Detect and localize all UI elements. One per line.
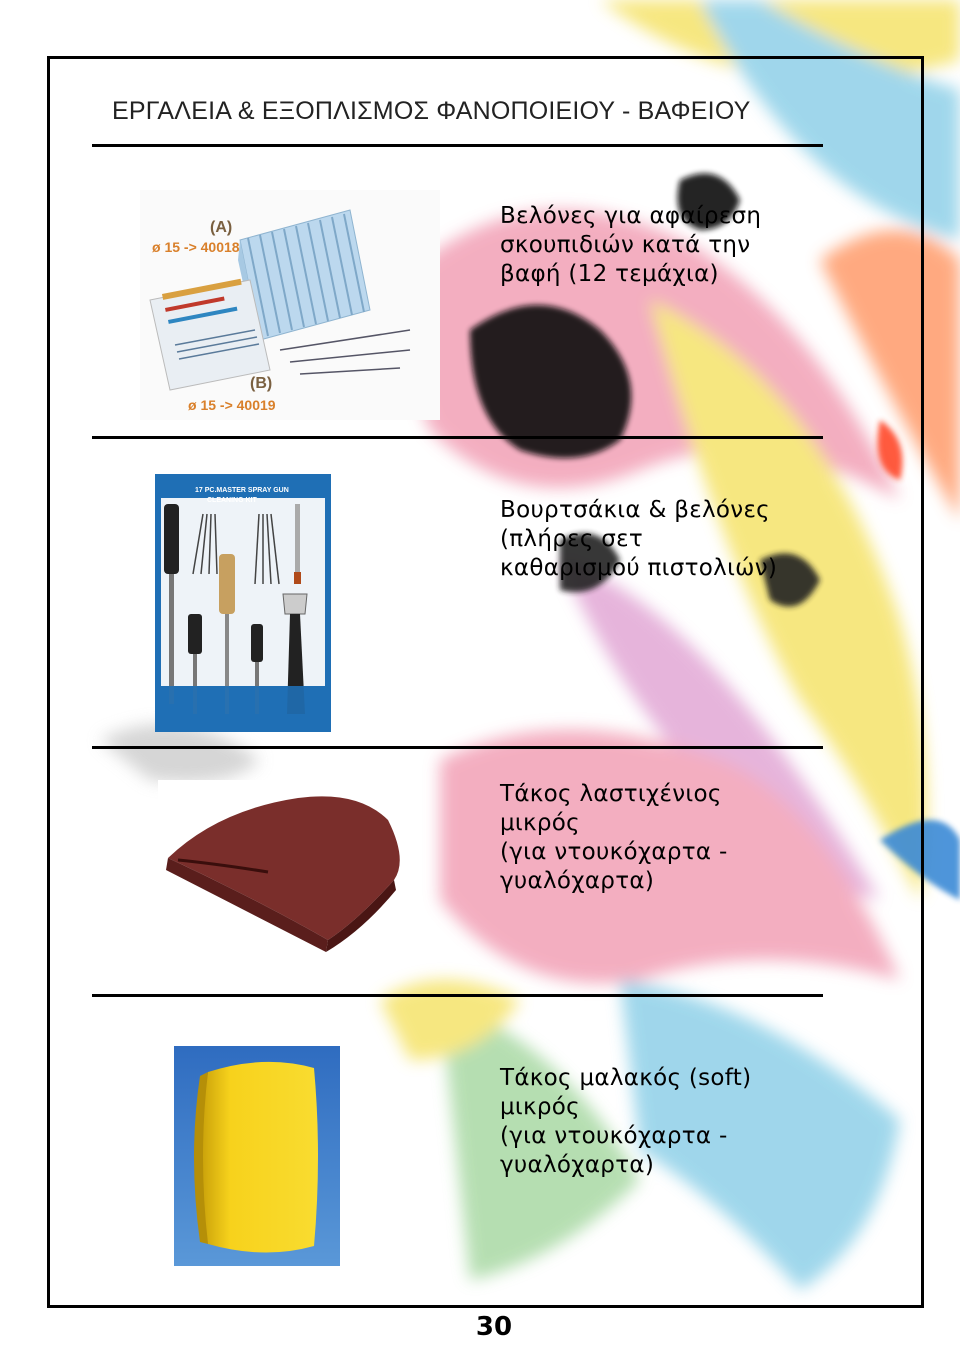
item-line: Βουρτσάκια & βελόνες	[500, 497, 770, 523]
item-line: Τάκος λαστιχένιος	[500, 781, 722, 807]
item-line: Τάκος μαλακός (soft)	[500, 1065, 752, 1091]
item-line: μικρός	[500, 1094, 580, 1120]
divider-3	[92, 994, 823, 997]
item-description-2	[500, 496, 777, 583]
divider-2	[92, 746, 823, 749]
divider-top	[92, 144, 823, 147]
item-description-3	[500, 780, 728, 896]
product-image-cleaning-kit	[155, 474, 331, 732]
page-title: ΕΡΓΑΛΕΙΑ & ΕΞΟΠΛΙΣΜΟΣ ΦΑΝΟΠΟΙΕΙΟΥ - ΒΑΦΕΙΟΥ	[112, 97, 751, 125]
item-line: (για ντουκόχαρτα -	[500, 1123, 728, 1149]
product-image-rubber-block	[158, 780, 420, 956]
item-line: γυαλόχαρτα)	[500, 868, 655, 894]
item-line: καθαρισμού πιστολιών)	[500, 555, 778, 581]
item-description-4	[500, 1064, 751, 1180]
item-line: μικρός	[500, 810, 580, 836]
image-label-a: (A)	[210, 219, 233, 236]
item-line: (πλήρες σετ	[500, 526, 644, 552]
image-code-a: ø 15 -> 40018	[152, 239, 240, 255]
item-line: γυαλόχαρτα)	[500, 1152, 655, 1178]
item-line: βαφή (12 τεμάχια)	[500, 261, 719, 287]
page-number: 30	[475, 1312, 513, 1342]
product-image-dust-needles	[140, 190, 440, 420]
item-description-1	[500, 202, 761, 289]
kit-header: 17 PC.MASTER SPRAY GUN	[195, 487, 289, 494]
image-code-b: ø 15 -> 40019	[188, 397, 276, 413]
item-line: (για ντουκόχαρτα -	[500, 839, 728, 865]
needle-card-icon	[150, 279, 273, 392]
image-label-b: (B)	[250, 375, 273, 392]
kit-subheader: CLEANING KIT	[207, 497, 257, 504]
item-line: Βελόνες για αφαίρεση	[500, 203, 762, 229]
product-image-soft-block	[174, 1046, 340, 1266]
divider-1	[92, 436, 823, 439]
item-line: σκουπιδιών κατά την	[500, 232, 751, 258]
